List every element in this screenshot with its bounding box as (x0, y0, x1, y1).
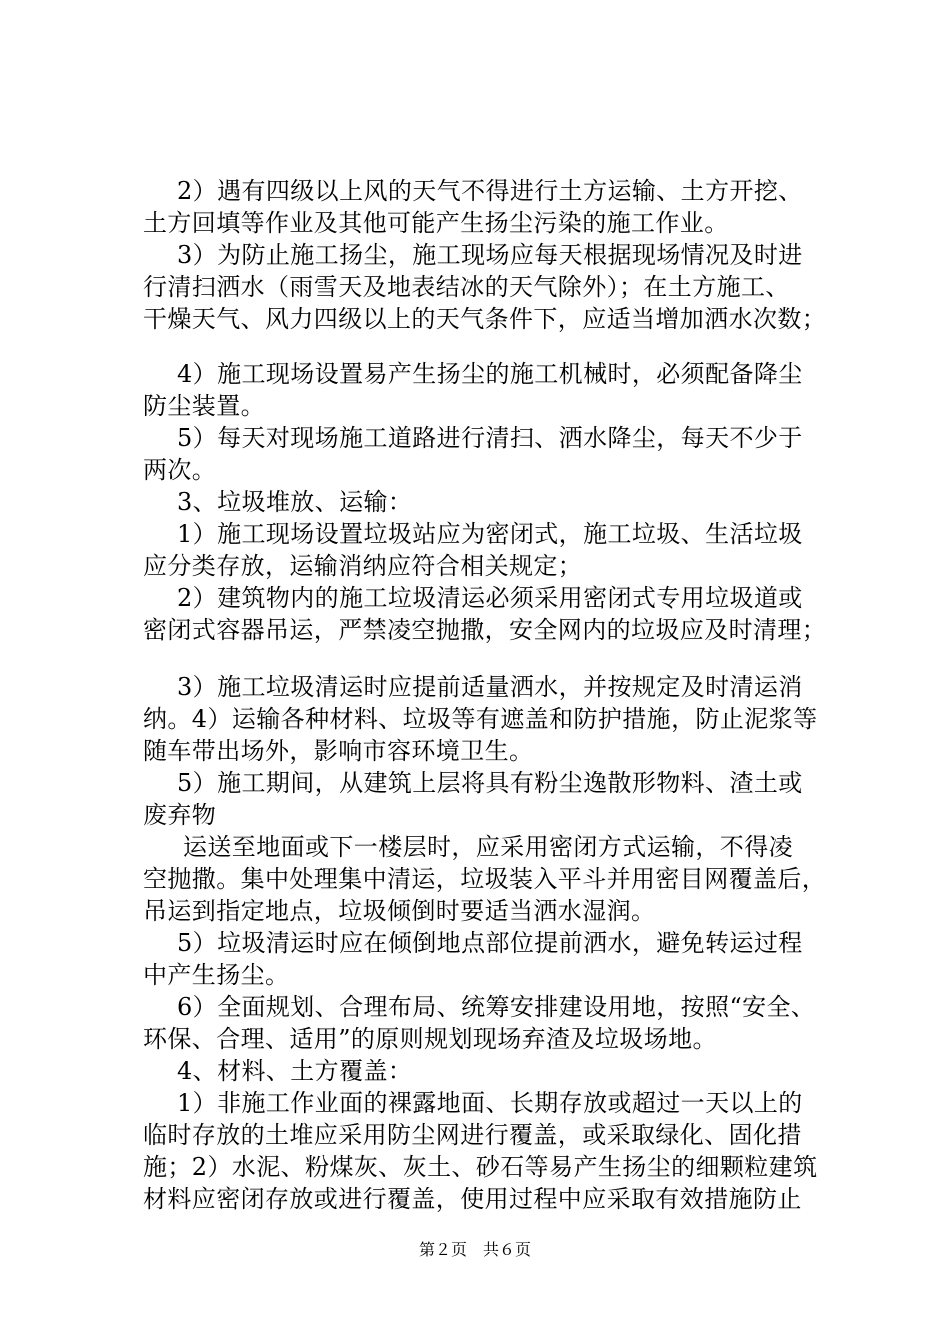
text-line: 环保、合理、适用”的原则规划现场弃渣及垃圾场地。 (143, 1025, 717, 1053)
text-line: 运送至地面或下一楼层时，应采用密闭方式运输，不得凌 (183, 833, 793, 861)
text-line: 废弃物 (143, 801, 217, 829)
text-line: 纳。4）运输各种材料、垃圾等有遮盖和防护措施，防止泥浆等 (143, 705, 818, 733)
text-line: 5）垃圾清运时应在倾倒地点部位提前洒水，避免转运过程 (177, 929, 803, 957)
text-line: 密闭式容器吊运，严禁凌空抛撒，安全网内的垃圾应及时清理； (143, 616, 827, 644)
text-line: 临时存放的土堆应采用防尘网进行覆盖，或采取绿化、固化措 (143, 1121, 802, 1149)
text-line: 5）施工期间，从建筑上层将具有粉尘逸散形物料、渣土或 (177, 769, 803, 797)
text-line: 行清扫洒水（雨雪天及地表结冰的天气除外）；在土方施工、 (143, 273, 790, 301)
text-line: 4）施工现场设置易产生扬尘的施工机械时，必须配备降尘 (177, 360, 803, 388)
section-heading: 4、材料、土方覆盖： (177, 1057, 413, 1085)
text-line: 6）全面规划、合理布局、统筹安排建设用地，按照“安全、 (177, 993, 816, 1021)
text-line: 材料应密闭存放或进行覆盖，使用过程中应采取有效措施防止 (143, 1185, 802, 1213)
text-line: 随车带出场外，影响市容环境卫生。 (143, 737, 534, 765)
text-line: 2）建筑物内的施工垃圾清运必须采用密闭式专用垃圾道或 (177, 584, 803, 612)
text-line: 防尘装置。 (143, 392, 265, 420)
text-line: 1）施工现场设置垃圾站应为密闭式，施工垃圾、生活垃圾 (177, 520, 803, 548)
text-line: 2）遇有四级以上风的天气不得进行土方运输、土方开挖、 (177, 177, 803, 205)
text-line: 3）为防止施工扬尘，施工现场应每天根据现场情况及时进 (177, 241, 803, 269)
text-line: 5）每天对现场施工道路进行清扫、洒水降尘，每天不少于 (177, 424, 803, 452)
page-number-footer: 第２页 共６页 (418, 1240, 531, 1259)
text-line: 空抛撒。集中处理集中清运，垃圾装入平斗并用密目网覆盖后， (143, 865, 827, 893)
section-heading: 3、垃圾堆放、运输： (177, 488, 413, 516)
text-line: 施；2）水泥、粉煤灰、灰土、砂石等易产生扬尘的细颗粒建筑 (143, 1153, 818, 1181)
text-line: 1）非施工作业面的裸露地面、长期存放或超过一天以上的 (177, 1089, 803, 1117)
text-line: 中产生扬尘。 (143, 961, 290, 989)
text-line: 土方回填等作业及其他可能产生扬尘污染的施工作业。 (143, 209, 729, 237)
text-line: 吊运到指定地点，垃圾倾倒时要适当洒水湿润。 (143, 897, 656, 925)
text-line: 两次。 (143, 456, 217, 484)
text-line: 3）施工垃圾清运时应提前适量洒水，并按规定及时清运消 (177, 673, 803, 701)
text-line: 应分类存放，运输消纳应符合相关规定； (143, 552, 583, 580)
text-line: 干燥天气、风力四级以上的天气条件下，应适当增加洒水次数； (143, 305, 827, 333)
